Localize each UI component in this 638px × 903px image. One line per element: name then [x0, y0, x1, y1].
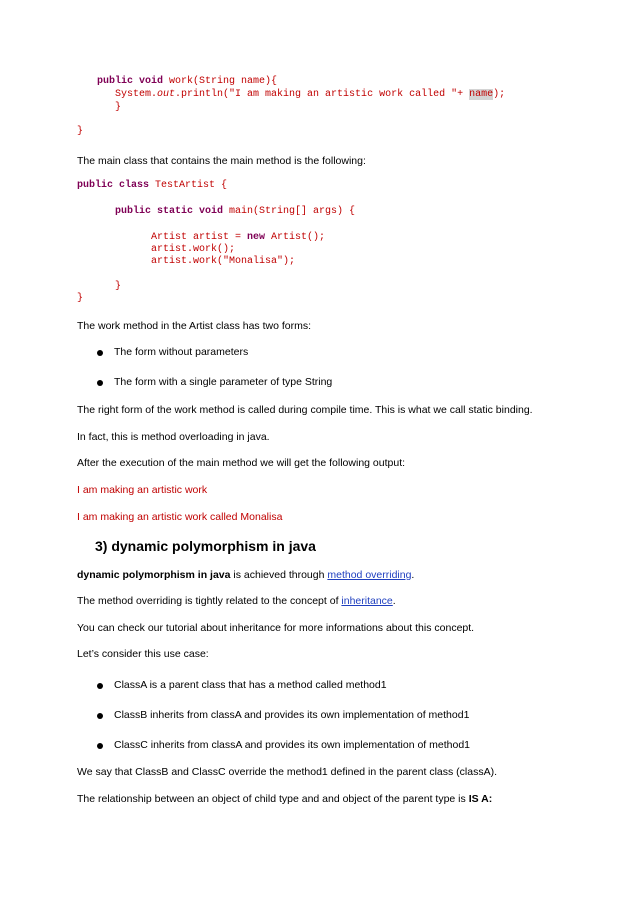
code-line — [115, 206, 355, 218]
code-line — [151, 232, 325, 244]
paragraph: After the execution of the main method we will get the following output: — [77, 457, 406, 469]
paragraph: Let’s consider this use case: — [77, 648, 209, 660]
code-keyword: public void — [97, 76, 164, 87]
code-text: Artist artist = — [151, 232, 248, 243]
output-line: I am making an artistic work called Monalisa — [77, 511, 283, 523]
bullet-icon — [97, 380, 103, 386]
paragraph: In fact, this is method overloading in java. — [77, 431, 270, 443]
bullet-icon — [97, 350, 103, 356]
paragraph: We say that ClassB and ClassC override the method1 defined in the parent class (classA). — [77, 766, 498, 778]
output-line: I am making an artistic work — [77, 484, 208, 496]
code-text: ); — [493, 89, 506, 100]
text: . — [411, 569, 415, 581]
code-line: artist.work("Monalisa"); — [151, 256, 296, 267]
method-overriding-link[interactable]: method overriding — [327, 569, 412, 581]
code-line: } — [115, 281, 122, 292]
code-line — [77, 180, 227, 192]
paragraph: You can check our tutorial about inheritance for more informations about this concept. — [77, 622, 475, 634]
code-line — [115, 89, 505, 101]
text: is achieved through — [230, 569, 328, 581]
list-item: ClassA is a parent class that has a method called method1 — [114, 679, 387, 691]
code-line: } — [77, 293, 84, 304]
list-item: The form with a single parameter of type String — [114, 376, 333, 388]
code-text: .println("I am making an artistic work called "+ — [175, 89, 470, 100]
code-text: out — [157, 89, 176, 100]
code-text: System. — [115, 89, 158, 100]
paragraph — [77, 595, 396, 608]
code-text: main(String[] args) { — [223, 206, 356, 217]
code-text: work(String name){ — [163, 76, 278, 87]
paragraph: The right form of the work method is called during compile time. This is what we call static binding. — [77, 404, 533, 416]
list-item: The form without parameters — [114, 346, 249, 358]
text: The method overriding is tightly related to the concept of — [77, 595, 342, 607]
code-keyword: new — [247, 232, 266, 243]
list-item: ClassC inherits from classA and provides its own implementation of method1 — [114, 739, 470, 751]
code-text: Artist(); — [265, 232, 326, 243]
code-line: } — [77, 126, 84, 137]
text: The relationship between an object of child type and and object of the parent type is — [77, 793, 469, 805]
list-item: ClassB inherits from classA and provides its own implementation of method1 — [114, 709, 470, 721]
code-keyword: public class — [77, 180, 150, 191]
text: . — [392, 595, 396, 607]
highlighted-variable: name — [469, 89, 494, 100]
section-heading: 3) dynamic polymorphism in java — [95, 538, 316, 554]
code-keyword: public static void — [115, 206, 224, 217]
paragraph: The work method in the Artist class has two forms: — [77, 320, 312, 332]
code-line: artist.work(); — [151, 244, 236, 255]
bullet-icon — [97, 743, 103, 749]
inheritance-link[interactable]: inheritance — [341, 595, 393, 607]
code-line: } — [115, 102, 122, 113]
paragraph: The main class that contains the main method is the following: — [77, 155, 366, 167]
paragraph — [77, 569, 414, 582]
paragraph — [77, 793, 492, 806]
bold-term: IS A: — [468, 793, 493, 805]
bullet-icon — [97, 683, 103, 689]
code-text: TestArtist { — [149, 180, 228, 191]
bold-term: dynamic polymorphism in java — [77, 569, 231, 581]
code-line — [97, 76, 277, 88]
bullet-icon — [97, 713, 103, 719]
